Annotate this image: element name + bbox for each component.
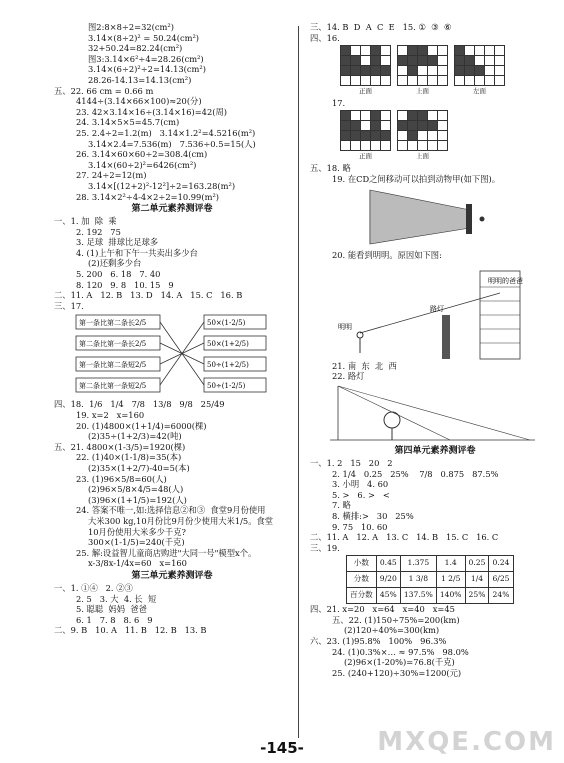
- answer-line: 3.14×(60÷2)²=6426(cm²): [88, 159, 197, 170]
- grid-cell: [475, 46, 485, 56]
- view-grid: [397, 45, 448, 97]
- table-cell: 137.5%: [400, 588, 436, 604]
- view-grids: [340, 45, 560, 97]
- table-cell: 1 3/8: [400, 572, 436, 588]
- grid-cell: [418, 121, 428, 131]
- answer-line: 2. 1/4 0.25 25% 7/8 0.875 87.5%: [332, 468, 499, 479]
- answer-line: 六、23. (1)95.8% 100% 96.3%: [310, 636, 447, 647]
- grid-cell: [418, 66, 428, 76]
- grid-cell: [361, 111, 371, 121]
- table-cell: 45%: [376, 588, 400, 604]
- answer-line: 3.14×[(12+2)²-12²]÷2=163.28(m²): [88, 180, 236, 191]
- match-left-text: 第二条比第一条长2/5: [79, 340, 147, 349]
- answer-line: 32+50.24=82.24(cm²): [88, 43, 183, 54]
- grid-cell: [361, 76, 371, 86]
- grid-cell: [341, 66, 351, 76]
- answer-line: 8. 横排:> 30 25%: [332, 510, 414, 521]
- answer-line: 三、19.: [310, 542, 340, 553]
- answer-line: 27. 24÷2=12(m): [76, 170, 147, 181]
- grid-cell: [465, 56, 475, 66]
- grid-cell: [428, 141, 438, 151]
- grid-cell: [475, 56, 485, 66]
- grid-cell: [495, 66, 505, 76]
- answer-line: 10月份使用大米多少千克?: [88, 526, 186, 537]
- answer-line: 五、21. 4800×(1-3/5)=1920(棵): [54, 441, 186, 452]
- match-right-text: 50÷(1-2/5): [207, 382, 246, 391]
- grid-cell: [381, 76, 391, 86]
- tree-crown: [384, 412, 400, 428]
- answer-line: 五、18. 略: [310, 162, 351, 173]
- grid-cell: [341, 46, 351, 56]
- grid-cell: [361, 46, 371, 56]
- answer-line: 3. 足球 排球比足球多: [76, 237, 159, 248]
- grid-cell: [428, 76, 438, 86]
- grid-cell: [408, 56, 418, 66]
- grid-cell: [381, 141, 391, 151]
- matching-diagram: [74, 311, 274, 399]
- grid-cell: [428, 121, 438, 131]
- answer-line: 三、17.: [54, 300, 84, 311]
- answer-line: (2)96×(1-20%)=76.8(千克): [344, 657, 455, 668]
- grid-cell: [485, 76, 495, 86]
- grid-cell: [418, 131, 428, 141]
- match-left-text: 第一条比第二条长2/5: [79, 319, 147, 328]
- grid-cell: [398, 141, 408, 151]
- answer-line: 一、1. ①④ 2. ②③: [54, 582, 133, 593]
- grid-cell: [408, 76, 418, 86]
- grid-cell: [438, 121, 448, 131]
- answer-line: 二、9. B 10. A 11. B 12. B 13. B: [54, 625, 207, 636]
- grid-cell: [371, 56, 381, 66]
- grid-cell: [438, 141, 448, 151]
- grid-cell: [485, 66, 495, 76]
- grid-cell: [351, 141, 361, 151]
- answer-line: 图3:3.14×6²÷4=28.26(cm²): [88, 53, 204, 64]
- right-column: [310, 22, 560, 678]
- grid-cell: [371, 121, 381, 131]
- view-label: 正面: [359, 152, 372, 161]
- lamp-post: [442, 315, 450, 359]
- answer-line: 二、11. A 12. A 13. C 14. B 15. C 16. C: [310, 532, 499, 543]
- figure-lamp-shadow: [330, 382, 540, 444]
- grid-cell: [438, 111, 448, 121]
- answer-line: (3)96×(1+1/5)=192(人): [88, 494, 187, 505]
- table-cell: 0.25: [465, 556, 489, 572]
- answer-line: 5. 聪聪 妈妈 爸爸: [76, 604, 147, 615]
- grid-cell: [398, 46, 408, 56]
- section-heading: 第三单元素养测评卷: [131, 570, 213, 581]
- grid-cell: [351, 46, 361, 56]
- figure-line-of-sight: [330, 261, 540, 361]
- answer-line: 二、11. A 12. B 13. D 14. A 15. C 16. B: [54, 290, 243, 301]
- answer-line: 25. 2.4÷2=1.2(m) 3.14×1.2²=4.5216(m²): [76, 127, 256, 138]
- view-label: 上面: [416, 152, 429, 161]
- answer-line: 4144÷(3.14×66×100)≈20(分): [76, 96, 202, 107]
- grid-cell: [361, 66, 371, 76]
- grid-cell: [438, 76, 448, 86]
- table-cell: 0.45: [376, 556, 400, 572]
- match-right-text: 50×(1+2/5): [207, 340, 249, 349]
- answer-line: 5. 200 6. 18 7. 40: [76, 269, 161, 280]
- answer-line: 26. 3.14×60×60÷2=308.4(cm): [76, 149, 208, 160]
- grid-cell: [398, 76, 408, 86]
- grid-cell: [381, 66, 391, 76]
- section-heading: 第四单元素养测评卷: [394, 445, 476, 456]
- table-cell: 25%: [465, 588, 489, 604]
- answer-line: 28. 3.14×2²÷4-4×2÷2=10.99(m²): [76, 191, 220, 202]
- grid-cell: [428, 56, 438, 66]
- grid-cell: [361, 131, 371, 141]
- answer-line: 22. (1)40×(1-1/8)=35(本): [76, 452, 182, 463]
- answer-line: 6. 1 7. 8 8. 6 9: [76, 614, 153, 625]
- grid-cell: [485, 56, 495, 66]
- grid-cell: [455, 56, 465, 66]
- grid-cell: [475, 76, 485, 86]
- grid-cell: [408, 141, 418, 151]
- answer-line: 8. 120 9. 8 10. 15 9: [76, 279, 174, 290]
- answer-line: 一、1. 2 15 20 2: [310, 457, 393, 468]
- view-grids: [340, 110, 560, 162]
- animal-marker: [480, 217, 485, 222]
- grid-cell: [371, 141, 381, 151]
- grid-cell: [465, 66, 475, 76]
- table-cell: 1/4: [465, 572, 489, 588]
- grid-cell: [495, 76, 505, 86]
- grid-cell: [341, 111, 351, 121]
- grid-cell: [381, 46, 391, 56]
- grid-cell: [418, 141, 428, 151]
- grid-cell: [455, 66, 465, 76]
- label-mingming: 明明: [338, 322, 352, 331]
- table-cell: 6/25: [489, 572, 513, 588]
- view-grid: [340, 110, 391, 162]
- grid-cell: [351, 76, 361, 86]
- grid-cell: [381, 131, 391, 141]
- answer-line: 19. x=2 x=160: [76, 410, 145, 421]
- answer-line: 9. 75 10. 60: [332, 521, 388, 532]
- answer-line: x-3/8x-1/4x=60 x=160: [88, 558, 187, 569]
- table-cell: 百分数: [347, 588, 377, 604]
- grid-cell: [408, 121, 418, 131]
- grid-cell: [351, 131, 361, 141]
- grid-cell: [371, 131, 381, 141]
- grid-cell: [408, 66, 418, 76]
- grid-cell: [428, 111, 438, 121]
- match-right-text: 50×(1-2/5): [207, 319, 246, 328]
- grid-cell: [371, 66, 381, 76]
- answer-line: (2)96×5/8×4/5=48(人): [88, 484, 184, 495]
- table-row: [347, 588, 514, 604]
- answer-line: 四、21. x=20 x=64 x=40 x=45: [310, 604, 455, 615]
- grid-cell: [475, 66, 485, 76]
- answer-line: 五、22. 66 cm = 0.66 m: [54, 85, 154, 96]
- answer-line: 一、1. 加 除 乘: [54, 216, 117, 227]
- table-cell: 24%: [489, 588, 513, 604]
- grid-cell: [381, 111, 391, 121]
- left-column: [54, 22, 290, 636]
- grid-cells: [454, 45, 505, 86]
- grid-cell: [398, 66, 408, 76]
- grid-cell: [381, 121, 391, 131]
- wall: [466, 204, 472, 234]
- answer-line: (2)35×(1+2/7)-40=5(本): [88, 463, 190, 473]
- answer-line: 20. 能看到明明。原因如下图:: [332, 250, 442, 261]
- table-row: [347, 572, 514, 588]
- grid-cell: [381, 56, 391, 66]
- grid-cell: [485, 46, 495, 56]
- section-heading: 第二单元素养测评卷: [131, 204, 213, 215]
- grid-cell: [465, 76, 475, 86]
- answer-line: 大米300 kg,10月份比9月份少使用大米1/5。食堂: [88, 515, 274, 526]
- grid-cell: [341, 141, 351, 151]
- grid-cell: [341, 131, 351, 141]
- answer-line: 三、14. B D A C E 15. ① ③ ⑥: [310, 22, 452, 32]
- grid-cells: [340, 45, 391, 86]
- grid-cells: [397, 110, 448, 151]
- grid-cell: [428, 131, 438, 141]
- grid-cell: [371, 111, 381, 121]
- answer-line: 5. > 6. > <: [332, 489, 390, 500]
- grid-cell: [418, 56, 428, 66]
- grid-cell: [351, 56, 361, 66]
- label-lamp: 路灯: [430, 304, 444, 313]
- grid-cell: [418, 76, 428, 86]
- grid-cell: [351, 121, 361, 131]
- grid-cell: [371, 76, 381, 86]
- answer-line: 图2:8×8÷2=32(cm²): [88, 22, 174, 32]
- grid-cell: [455, 46, 465, 56]
- answer-line: 17.: [332, 97, 346, 108]
- grid-cell: [351, 66, 361, 76]
- answer-line: 21. 南 东 北 西: [332, 360, 397, 371]
- table-cell: 1.375: [400, 556, 436, 572]
- answer-line: 25. 解:设益智儿童商店购进"大同一号"模型x个。: [76, 547, 257, 558]
- table-cell: 分数: [347, 572, 377, 588]
- answer-line: 3. 小明 4. 60: [332, 479, 389, 490]
- table-cell: 小数: [347, 556, 377, 572]
- grid-cell: [341, 76, 351, 86]
- table-cell: 1 2/5: [436, 572, 465, 588]
- answer-line: 2. 192 75: [76, 226, 121, 237]
- answer-line: 3.14×2.4=7.536(m) 7.536÷0.5=15(人): [88, 138, 256, 149]
- grid-cell: [398, 56, 408, 66]
- grid-cell: [455, 76, 465, 86]
- answer-line: 19. 在CD之间移动可以拍到动物甲(如下图)。: [332, 173, 501, 184]
- grid-cell: [408, 46, 418, 56]
- view-label: 上面: [416, 87, 429, 96]
- grid-cell: [371, 46, 381, 56]
- grid-cell: [341, 121, 351, 131]
- view-label: 正面: [359, 87, 372, 96]
- conversion-table: [346, 555, 514, 604]
- answer-line: 23. (1)96×5/8=60(人): [76, 473, 167, 484]
- answer-line: 四、18. 1/6 1/4 7/8 13/8 9/8 25/49: [54, 399, 225, 410]
- answer-line: 20. (1)4800×(1+1/4)=6000(棵): [76, 420, 207, 431]
- view-grid: [454, 45, 505, 97]
- grid-cell: [398, 121, 408, 131]
- table-row: [347, 556, 514, 572]
- answer-line: 25. (240+120)÷30%=1200(元): [332, 667, 462, 678]
- grid-cell: [351, 111, 361, 121]
- match-left-text: 第一条比第二条短2/5: [79, 361, 147, 370]
- view-label: 左面: [473, 87, 486, 96]
- table-cell: 1.4: [436, 556, 465, 572]
- label-dad: 明明的爸爸: [488, 276, 523, 285]
- answer-line: 3.14×(8÷2)² = 50.24(cm²): [88, 32, 200, 43]
- figure-camera-range: [330, 184, 530, 250]
- grid-cell: [428, 46, 438, 56]
- grid-cell: [398, 111, 408, 121]
- match-left-text: 第二条比第一条短2/5: [79, 382, 147, 391]
- view-grid: [397, 110, 448, 162]
- table-cell: 0.24: [489, 556, 513, 572]
- answer-line: 3.14×(6÷2)²÷2=14.13(cm²): [88, 64, 206, 75]
- answer-line: 五、22. (1)150÷75%=200(km): [332, 614, 460, 625]
- answer-line: 四、16.: [310, 32, 340, 43]
- grid-cell: [408, 111, 418, 121]
- grid-cell: [438, 56, 448, 66]
- answer-line: 24. 答案不唯一,如:选择信息②和③ 食堂9月份使用: [76, 505, 266, 516]
- view-grid: [340, 45, 391, 97]
- grid-cells: [340, 110, 391, 151]
- watermark-logo: MXQE.COM: [377, 727, 556, 757]
- grid-cell: [361, 56, 371, 66]
- answer-line: 28.26-14.13=14.13(cm²): [88, 74, 192, 85]
- grid-cell: [361, 141, 371, 151]
- answer-line: 23. 42×3.14×16÷(3.14×16)=42(周): [76, 106, 228, 117]
- sight-line: [360, 293, 500, 333]
- grid-cell: [418, 46, 428, 56]
- grid-cell: [495, 56, 505, 66]
- answer-line: 4. (1)上午和下午一共卖出多少台: [76, 247, 198, 258]
- grid-cell: [428, 66, 438, 76]
- answer-line: (2)120÷40%=300(km): [344, 625, 440, 636]
- grid-cell: [495, 46, 505, 56]
- view-area: [370, 190, 470, 244]
- grid-cell: [465, 46, 475, 56]
- answer-line: (2)35÷(1+2/3)=42(吨): [88, 431, 182, 442]
- grid-cell: [398, 131, 408, 141]
- column-divider: [298, 26, 299, 738]
- grid-cell: [361, 121, 371, 131]
- table-cell: 9/20: [376, 572, 400, 588]
- answer-line: 24. 3.14×5×5=45.7(cm): [76, 117, 180, 128]
- answer-line: 300×(1-1/5)=240(千克): [88, 537, 185, 548]
- answer-line: 22. 路灯: [332, 371, 365, 382]
- grid-cell: [438, 66, 448, 76]
- grid-cell: [438, 46, 448, 56]
- grid-cells: [397, 45, 448, 86]
- table-cell: 140%: [436, 588, 465, 604]
- match-right-text: 50÷(1+2/5): [207, 361, 249, 370]
- answer-line: 2. 5 3. 大 4. 长 短: [76, 593, 157, 604]
- grid-cell: [408, 131, 418, 141]
- answer-line: 24. (1)0.3%×… ≈ 97.5% 98.0%: [332, 646, 469, 657]
- answer-line: (2)还剩多少台: [88, 258, 142, 269]
- page-number: -145-: [260, 739, 304, 757]
- grid-cell: [438, 131, 448, 141]
- grid-cell: [341, 56, 351, 66]
- answer-line: 7. 略: [332, 500, 351, 511]
- grid-cell: [418, 111, 428, 121]
- light-ray: [338, 386, 530, 440]
